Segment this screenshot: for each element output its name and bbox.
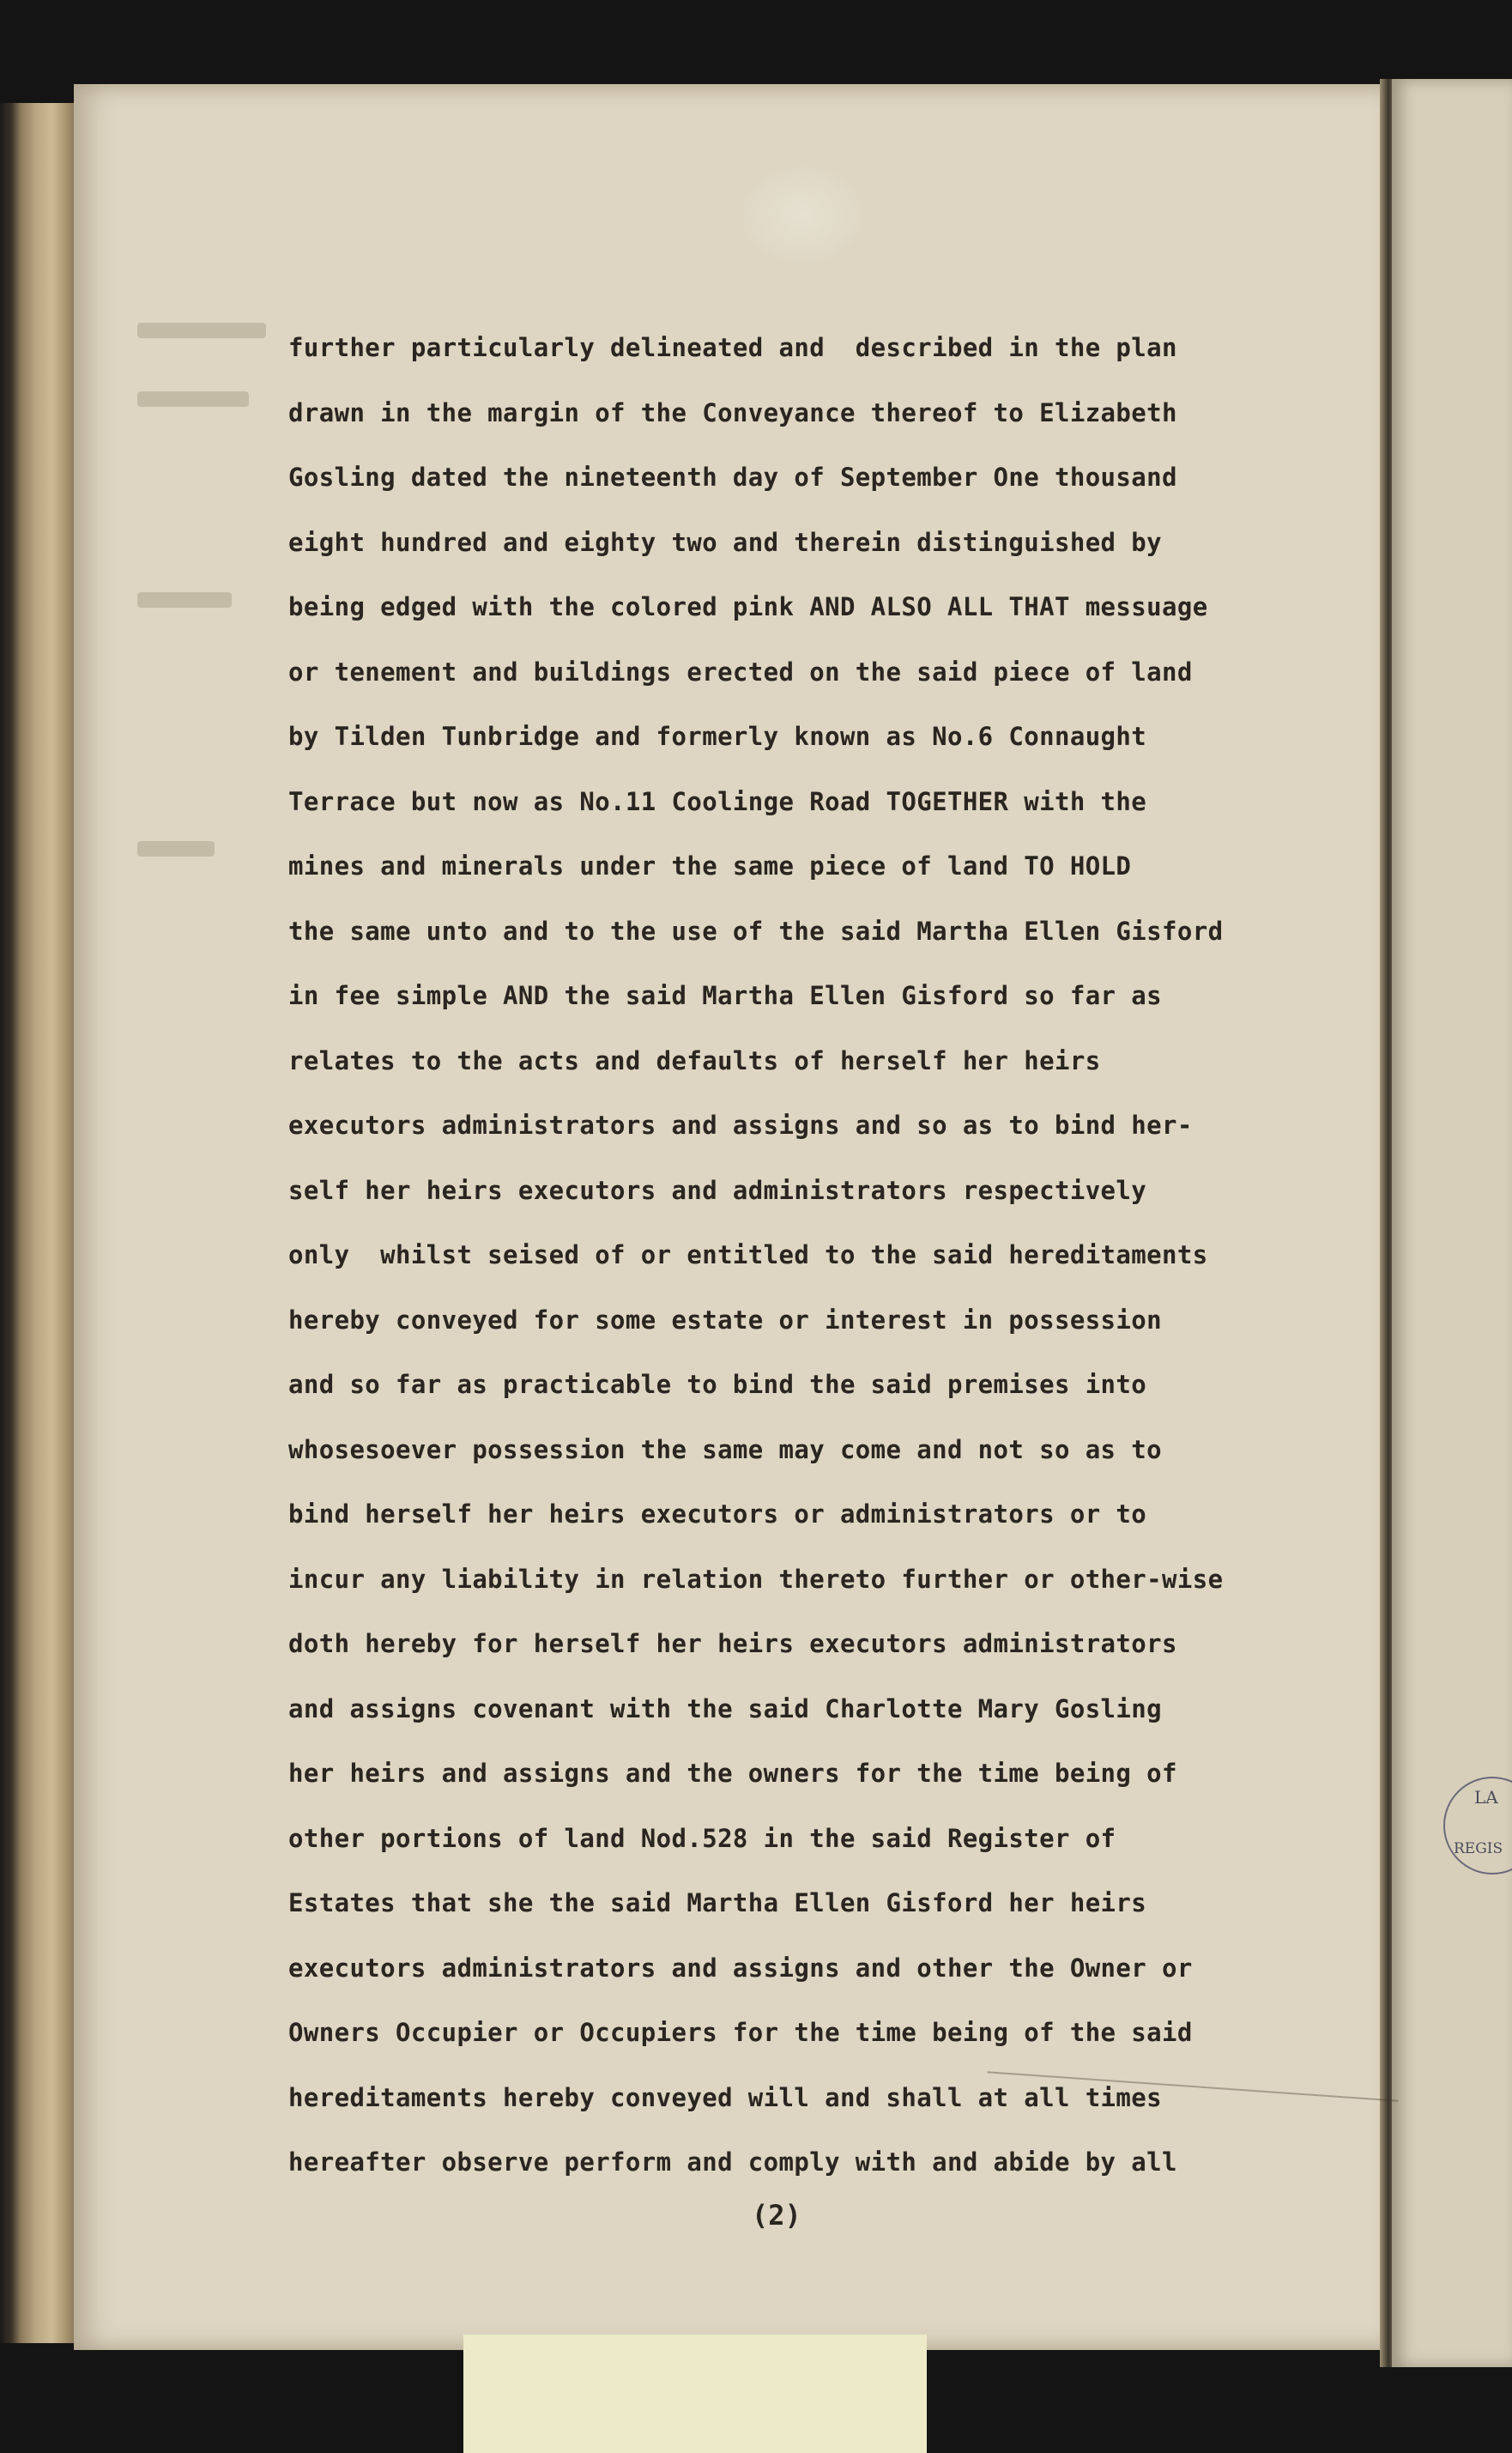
text-line: executors administrators and assigns and other the Owner or [288, 1953, 1193, 1983]
text-line: executors administrators and assigns and so as to bind her- [288, 1111, 1193, 1140]
typed-text-block [288, 316, 1352, 2196]
text-line: eight hundred and eighty two and therein distinguished by [288, 527, 1162, 557]
text-line: drawn in the margin of the Conveyance thereof to Elizabeth [288, 397, 1177, 427]
faded-margin-note [137, 391, 249, 407]
text-line: Gosling dated the nineteenth day of September One thousand [288, 463, 1177, 492]
text-line: self her heirs executors and administrators respectively [288, 1175, 1147, 1205]
text-line: other portions of land Nod.528 in the said Register of [288, 1823, 1116, 1853]
text-line: further particularly delineated and described in the plan [288, 333, 1177, 362]
text-line: being edged with the colored pink AND ALSO ALL THAT messuage [288, 592, 1208, 621]
text-line: mines and minerals under the same piece of land TO HOLD [288, 851, 1132, 881]
text-line: only whilst seised of or entitled to the said hereditaments [288, 1240, 1208, 1269]
text-line: hereditaments hereby conveyed will and shall at all times [288, 2082, 1162, 2112]
text-line: relates to the acts and defaults of herself her heirs [288, 1045, 1101, 1075]
text-line: bind herself her heirs executors or administrators or to [288, 1499, 1147, 1529]
text-line: in fee simple AND the said Martha Ellen Gisford so far as [288, 981, 1162, 1010]
text-line: the same unto and to the use of the said Martha Ellen Gisford [288, 916, 1224, 946]
text-line: incur any liability in relation thereto further or other-wise [288, 1564, 1224, 1594]
faded-margin-note [137, 323, 266, 338]
embossed-seal [738, 163, 867, 266]
text-line: Owners Occupier or Occupiers for the time being of the said [288, 2018, 1193, 2047]
text-line: her heirs and assigns and the owners for the time being of [288, 1759, 1177, 1788]
faded-margin-note [137, 592, 232, 608]
text-line: doth hereby for herself her heirs executors administrators [288, 1629, 1177, 1658]
text-line: hereafter observe perform and comply with and abide by all [288, 2147, 1177, 2177]
text-line: Terrace but now as No.11 Coolinge Road TOGETHER with the [288, 786, 1147, 816]
text-line: by Tilden Tunbridge and formerly known as No.6 Connaught [288, 722, 1147, 751]
stamp-top-text: LA [1474, 1787, 1498, 1808]
text-line: Estates that she the said Martha Ellen Gisford her heirs [288, 1888, 1147, 1917]
text-line: and assigns covenant with the said Charlotte Mary Gosling [288, 1693, 1162, 1723]
text-line: or tenement and buildings erected on the said piece of land [288, 657, 1193, 687]
stamp-bottom-text: REGIS [1454, 1840, 1503, 1857]
text-line: hereby conveyed for some estate or interest in possession [288, 1305, 1162, 1335]
text-line: and so far as practicable to bind the said premises into [288, 1370, 1147, 1399]
text-line: whosesoever possession the same may come and not so as to [288, 1434, 1162, 1464]
page-number: (2) [752, 2199, 801, 2232]
faded-margin-note [137, 841, 215, 857]
adjacent-page [1392, 79, 1512, 2367]
paper-slip [463, 2335, 927, 2453]
